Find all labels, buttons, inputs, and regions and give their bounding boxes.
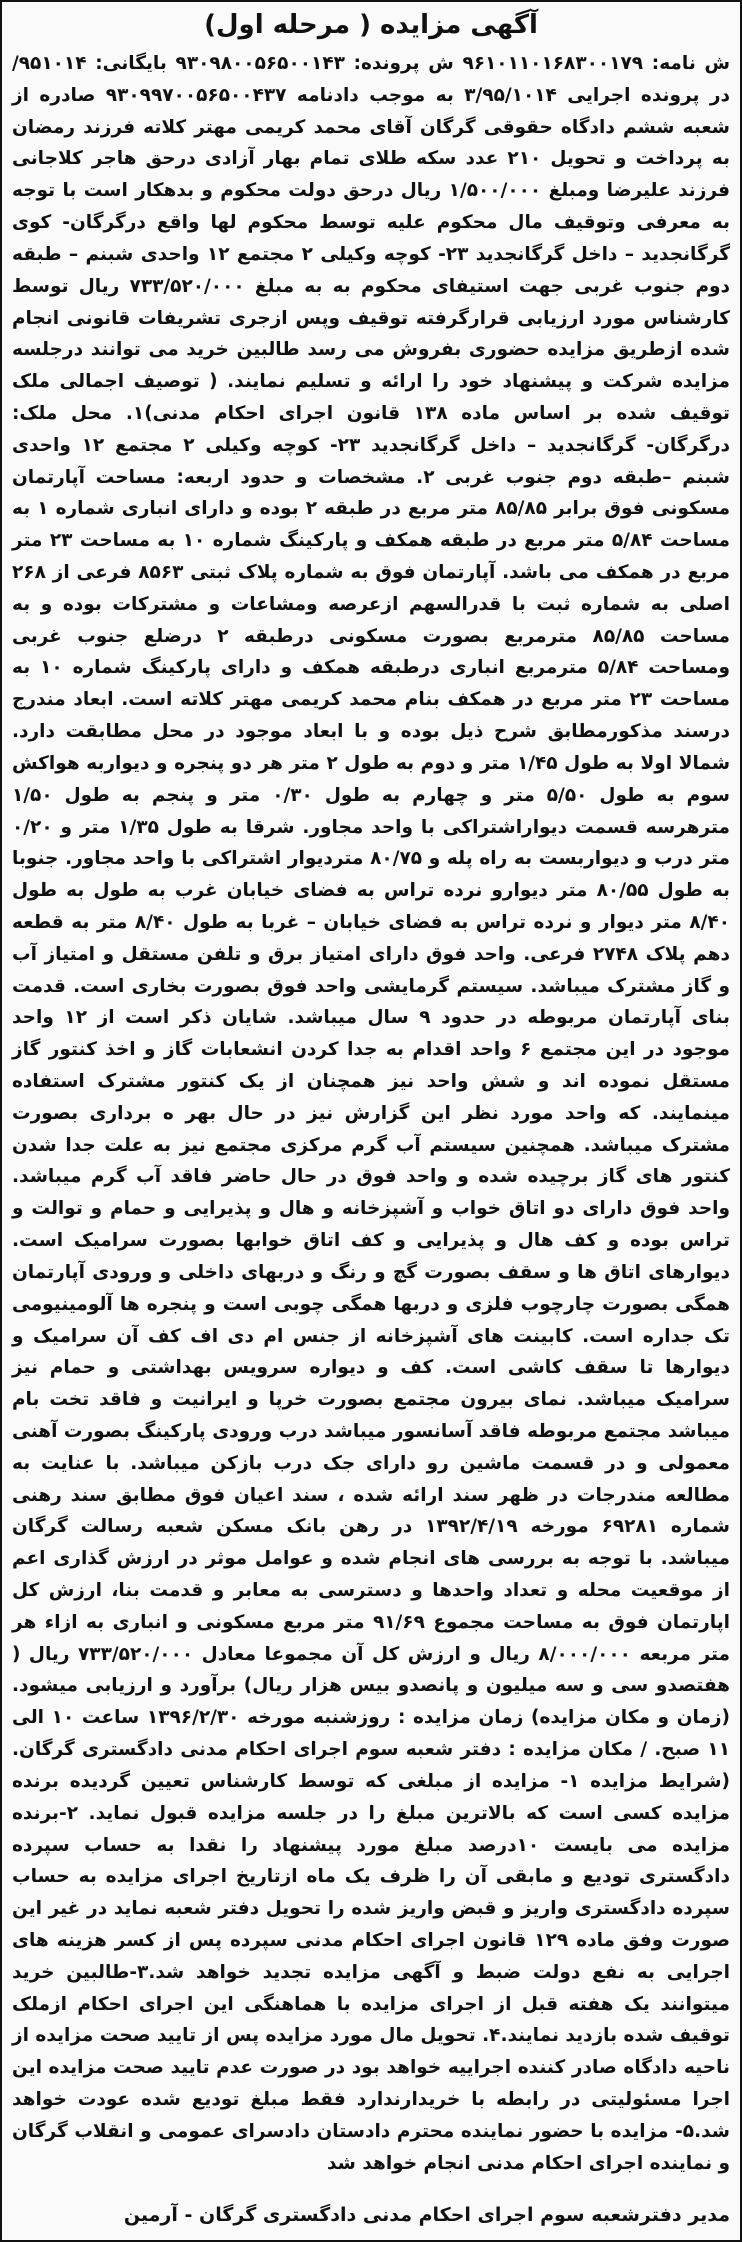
notice-signature: مدیر دفترشعبه سوم اجرای احکام مدنی دادگستری گرگان - آرمین xyxy=(123,2204,730,2226)
notice-body xyxy=(12,48,730,2179)
notice-title: آگهی مزایده ( مرحله اول) xyxy=(204,10,538,40)
notice-paragraph: ش نامه: ۹۶۱۰۱۱۰۱۶۸۳۰۰۱۷۹ ش پرونده: ۹۳۰۹۸۰۰۵۶۵۰۰۱۴۳ بایگانی: ۹۵۱۰۱۴/ در پرونده اجرایی ۳/۹۵/۱۰۱۴ به موجب دادنامه ۹۳۰۹۹۷۰۰۵۶۵۰۰۴۳۷ صادره از شعبه ششم دادگاه حقوقی گرگان آقای محمد کریمی مهتر کلاته فرزند رمضان به پرداخت و تحویل ۲۱۰ عدد سکه طلای تمام بهار آزادی درحق هاجر کلاجانی فرزند علیرضا ومبلغ ۱/۵۰۰/۰۰۰ ریال درحق دولت محکوم و بدهکار است با توجه به معرفی وتوقیف مال محکوم علیه توسط محکوم لها واقع درگرگان- کوی گرگانجدید – داخل گرگانجدید ۲۳- کوچه وکیلی ۲ مجتمع ۱۲ واحدی شبنم – طبقه دوم جنوب غربی جهت استیفای محکوم به به مبلغ ۷۳۳/۵۲۰/۰۰۰ ریال توسط کارشناس مورد ارزیابی قرارگرفته توقیف وپس ازجری تشریفات قانونی انجام شده ازطریق مزایده حضوری بفروش می رسد طالبین خرید می توانند درجلسه مزایده شرکت و پیشنهاد خود را ارائه و تسلیم نمایند. ( توصیف اجمالی ملک توقیف شده بر اساس ماده ۱۳۸ قانون اجرای احکام مدنی)۱. محل ملک: درگرگان- گرگانجدید – داخل گرگانجدید ۲۳- کوچه وکیلی ۲ مجتمع ۱۲ واحدی شبنم –طبقه دوم جنوب غربی ۲. مشخصات و حدود اربعه: مساحت آپارتمان مسکونی فوق برابر ۸۵/۸۵ متر مربع در طبقه ۲ بوده و دارای انباری شماره ۱ به مساحت ۵/۸۴ متر مربع در طبقه همکف و پارکینگ شماره ۱۰ به مساحت ۲۳ متر مربع در همکف می باشد. آپارتمان فوق به شماره پلاک ثبتی ۸۵۶۳ فرعی از ۲۶۸ اصلی به شماره ثبت با قدرالسهم ازعرصه ومشاعات و مشترکات بوده و به مساحت ۸۵/۸۵ مترمربع بصورت مسکونی درطبقه ۲ درضلع جنوب غربی ومساحت ۵/۸۴ مترمربع انباری درطبقه همکف و دارای پارکینگ شماره ۱۰ به مساحت ۲۳ متر مربع در همکف بنام محمد کریمی مهتر کلاته است. ابعاد مندرج درسند مذکورمطابق شرح ذیل بوده و با ابعاد موجود در محل مطابقت دارد. شمالا اولا به طول ۱/۴۵ متر و دوم به طول ۲ متر هر دو پنجره و دیواربه هواکش سوم به طول ۵/۵۰ متر و چهارم به طول ۰/۳۰ متر و پنجم به طول ۱/۵۰ مترهرسه قسمت دیواراشتراکی با واحد مجاور. شرقا به طول ۱/۳۵ متر و ۰/۲۰ متر درب و دیواربست به راه پله و ۸۰/۷۵ متردیوار اشتراکی با واحد مجاور. جنوبا به طول ۸۰/۵۵ متر دیوارو نرده تراس به فضای خیابان غرب به طول به طول ۸/۴۰ متر دیوار و نرده تراس به فضای خیابان – غربا به طول ۸/۴۰ متر به قطعه دهم پلاک ۲۷۴۸ فرعی. واحد فوق دارای امتیاز برق و تلفن مستقل و امتیاز آب و گاز مشترک میباشد. سیستم گرمایشی واحد فوق بصورت بخاری است. قدمت بنای آپارتمان مربوطه در حدود ۹ سال میباشد. شایان ذکر است از ۱۲ واحد موجود در این مجتمع ۶ واحد اقدام به جدا کردن انشعابات گاز و اخذ کنتور گاز مستقل نموده اند و شش واحد نیز همچنان از یک کنتور مشترک استفاده مینمایند. که واحد مورد نظر این گزارش نیز در حال بهر ه برداری بصورت مشترک میباشد. همچنین سیستم آب گرم مرکزی مجتمع نیز به علت جدا شدن کنتور های گاز برچیده شده و واحد فوق در حال حاضر فاقد آب گرم میباشد. واحد فوق دارای دو اتاق خواب و آشپزخانه و هال و پذیرایی و حمام و توالت و تراس بوده و کف هال و پذیرایی و کف اتاق خوابها بصورت سرامیک است. دیوارهای اتاق ها و سقف بصورت گچ و رنگ و دربهای داخلی و ورودی آپارتمان همگی بصورت چارچوب فلزی و دربها همگی چوبی است و پنجره ها آلومینیومی تک جداره است. کابینت های آشپزخانه از جنس ام دی اف کف آن سرامیک و دیوارها تا سقف کاشی است. کف و دیواره سرویس بهداشتی و حمام نیز سرامیک میباشد. نمای بیرون مجتمع بصورت خرپا و ایرانیت و فاقد تخت بام میباشد مجتمع مربوطه فاقد آسانسور میباشد درب ورودی پارکینگ بصورت آهنی معمولی و در قسمت ماشین رو دارای جک درب بازکن میباشد. با عنایت به مطالعه مندرجات در ظهر سند ارائه شده ، سند اعیان فوق مطابق سند رهنی شماره ۶۹۲۸۱ مورخه ۱۳۹۲/۴/۱۹ در رهن بانک مسکن شعبه رسالت گرگان میباشد. با توجه به بررسی های انجام شده و عوامل موثر در ارزش گذاری اعم از موقعیت محله و تعداد واحدها و دسترسی به معابر و قدمت بنا، ارزش کل اپارتمان فوق به مساحت مجموع ۹۱/۶۹ متر مربع مسکونی و انباری به ازاء هر متر مربعه ۸/۰۰۰/۰۰۰ ریال و ارزش کل آن مجموعا معادل ۷۳۳/۵۲۰/۰۰۰ ریال ( هفتصدو سی و سه میلیون و پانصدو بیس هزار ریال) برآورد و ارزیابی میشود.(زمان و مکان مزایده) زمان مزایده : روزشنبه مورخه ۱۳۹۶/۲/۳۰ ساعت ۱۰ الی ۱۱ صبح. / مکان مزایده : دفتر شعبه سوم اجرای احکام مدنی دادگستری گرگان. (شرایط مزایده ۱- مزایده از مبلغی که توسط کارشناس تعیین گردیده برنده مزایده کسی است که بالاترین مبلغ را در جلسه مزایده قبول نماید. ۲-برنده مزایده می بایست ۱۰درصد مبلغ مورد پیشنهاد را نقدا به حساب سپرده دادگستری تودیع و مابقی آن را ظرف یک ماه ازتاریخ اجرای مزایده به حساب سپرده دادگستری واریز و قبض واریز شده را تحویل دفتر شعبه نماید در غیر این صورت وفق ماده ۱۲۹ قانون اجرای احکام مدنی سپرده پس از کسر هزینه های اجرایی به نفع دولت ضبط و آگهی مزایده تجدید خواهد شد.۳-طالبین خرید میتوانند یک هفته قبل از اجرای مزایده با هماهنگی این اجرای احکام ازملک توقیف شده بازدید نمایند.۴. تحویل مال مورد مزایده پس از تایید صحت مزایده از ناحیه دادگاه صادر کننده اجراییه خواهد بود در صورت عدم تایید صحت مزایده این اجرا مسئولیتی در رابطه با خریدارندارد فقط مبلغ تودیع شده عودت خواهد شد.۵- مزایده با حضور نماینده محترم دادستان دادسرای عمومی و انقلاب گرگان و نماینده اجرای احکام مدنی انجام خواهد شد xyxy=(12,53,731,2174)
